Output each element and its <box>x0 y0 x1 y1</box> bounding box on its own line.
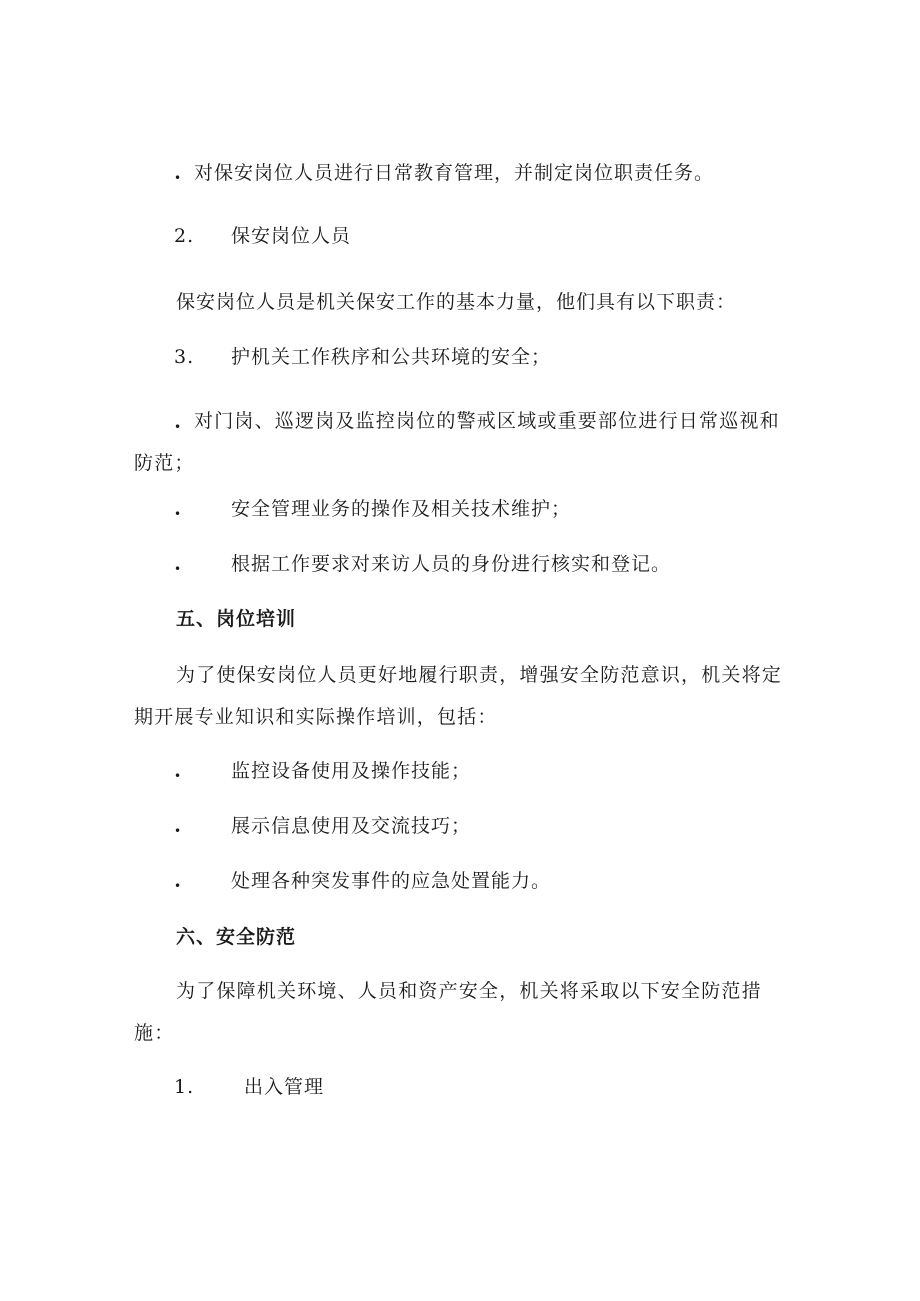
list-item-text: 对门岗、巡逻岗及监控岗位的警戒区域或重要部位进行日常巡视和防范； <box>134 410 780 474</box>
bullet-marker: • <box>174 824 183 838</box>
list-item-text: 展示信息使用及交流技巧； <box>231 815 472 837</box>
paragraph: 为了使保安岗位人员更好地履行职责，增强安全防范意识，机关将定期开展专业知识和实际操作培训，包括： <box>134 664 783 728</box>
list-item-text: 安全管理业务的操作及相关技术维护； <box>231 498 572 520</box>
number-marker: 3. <box>174 346 195 368</box>
bullet-marker: • <box>174 507 183 521</box>
list-item-text: 根据工作要求对来访人员的身份进行核实和登记。 <box>231 553 672 575</box>
list-item-text: 护机关工作秩序和公共环境的安全； <box>231 346 552 368</box>
list-item-text: 监控设备使用及操作技能； <box>231 760 472 782</box>
paragraph: 为了保障机关环境、人员和资产安全，机关将采取以下安全防范措施： <box>134 980 762 1044</box>
paragraph-text: 保安岗位人员是机关保安工作的基本力量，他们具有以下职责： <box>176 291 737 313</box>
list-item-text: 对保安岗位人员进行日常教育管理，并制定岗位职责任务。 <box>194 162 715 184</box>
bullet-marker: • <box>174 420 183 434</box>
list-item-text: 出入管理 <box>244 1076 325 1098</box>
number-marker: 1. <box>174 1076 195 1098</box>
section-heading-text: 五、岗位培训 <box>176 608 297 630</box>
bullet-marker: • <box>174 171 183 185</box>
bullet-marker: • <box>174 769 183 783</box>
bullet-marker: • <box>174 879 183 893</box>
number-marker: 2. <box>174 225 195 247</box>
bullet-marker: • <box>174 562 183 576</box>
list-item-text: 处理各种突发事件的应急处置能力。 <box>231 870 552 892</box>
section-heading-text: 六、安全防范 <box>176 926 297 948</box>
list-item-text: 保安岗位人员 <box>231 225 352 247</box>
